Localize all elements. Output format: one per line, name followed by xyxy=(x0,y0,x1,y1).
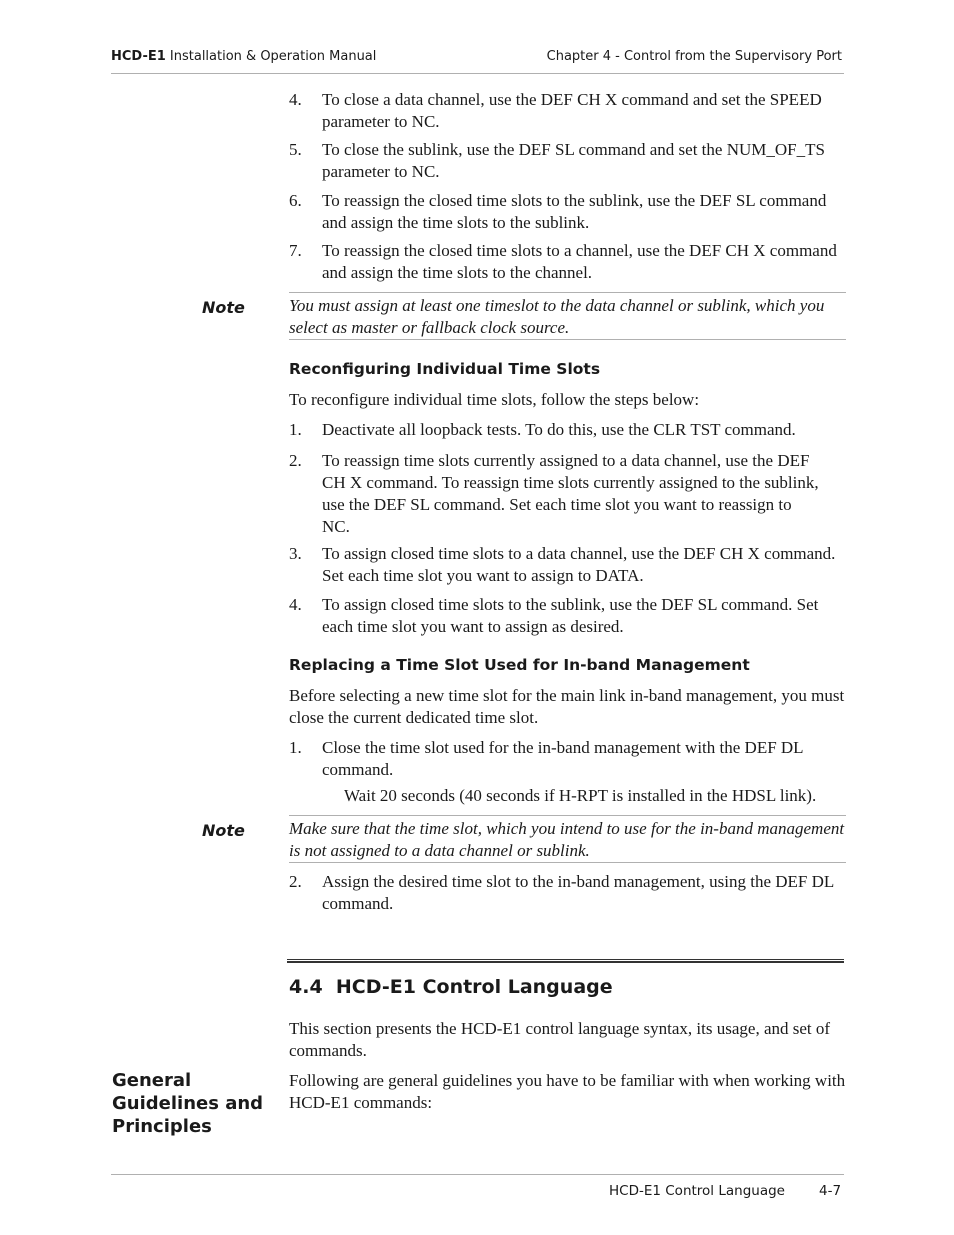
side-heading xyxy=(112,1069,263,1138)
footer-title: HCD-E1 Control Language xyxy=(609,1183,785,1199)
note-text: You must assign at least one timeslot to the data channel or sublink, which you select as master or fallback clock source. xyxy=(289,296,825,337)
list-item-number: 5. xyxy=(289,140,302,159)
section-rule-thin xyxy=(287,959,844,960)
running-header-chapter: Chapter 4 - Control from the Supervisory Port xyxy=(546,49,842,64)
running-header-manual xyxy=(111,49,376,64)
list-item-text: To assign closed time slots to the sublink, use the DEF SL command. Set each time slot you want to assign as desired. xyxy=(322,595,819,636)
list-item-number: 6. xyxy=(289,191,302,210)
list-item-number: 2. xyxy=(289,872,302,891)
note-bottom-rule xyxy=(289,339,846,340)
note-label: Note xyxy=(202,298,245,317)
list-item-text: To assign closed time slots to a data channel, use the DEF CH X command. Set each time slot you want to assign to DATA. xyxy=(322,544,836,585)
header-rule xyxy=(111,73,844,74)
section-intro: To reconfigure individual time slots, follow the steps below: xyxy=(289,390,700,409)
section-intro: This section presents the HCD-E1 control language syntax, its usage, and set of commands. xyxy=(289,1019,831,1060)
wait-instruction: Wait 20 seconds (40 seconds if H-RPT is installed in the HDSL link). xyxy=(344,786,817,805)
list-item-text: Assign the desired time slot to the in-band management, using the DEF DL command. xyxy=(322,872,834,913)
section-heading: Replacing a Time Slot Used for In-band Management xyxy=(289,656,750,674)
section-number: 4.4 xyxy=(289,976,323,998)
section-rule-thick xyxy=(287,961,844,963)
side-heading-line: Guidelines and xyxy=(112,1093,264,1114)
list-item-text: To reassign the closed time slots to a channel, use the DEF CH X command and assign the time slots to the channel. xyxy=(322,241,837,282)
header-manual-title: Installation & Operation Manual xyxy=(165,49,377,64)
section-intro: Before selecting a new time slot for the main link in-band management, you must close the current dedicated time slot. xyxy=(289,686,845,727)
list-item-number: 4. xyxy=(289,595,302,614)
section-title xyxy=(289,976,613,998)
note-top-rule xyxy=(289,815,846,816)
section-title-text: HCD-E1 Control Language xyxy=(335,976,613,998)
page-number: 4-7 xyxy=(819,1183,842,1199)
note-top-rule xyxy=(289,292,846,293)
list-item-number: 3. xyxy=(289,544,302,563)
footer-rule xyxy=(111,1174,844,1175)
list-item-number: 2. xyxy=(289,451,302,470)
list-item-number: 4. xyxy=(289,90,302,109)
list-item-text: To reassign the closed time slots to the sublink, use the DEF SL command and assign the time slots to the sublink. xyxy=(322,191,827,232)
note-label: Note xyxy=(202,821,245,840)
list-item-text: To reassign time slots currently assigned to a data channel, use the DEF CH X command. To reassign time slots currently assigned to the sublink, use the DEF SL command. Set each time slot you want to reassign to NC. xyxy=(322,451,819,536)
list-item-text: Deactivate all loopback tests. To do this, use the CLR TST command. xyxy=(322,420,796,439)
general-text: Following are general guidelines you have to be familiar with when working with HCD-E1 commands: xyxy=(289,1071,846,1112)
list-item-number: 1. xyxy=(289,420,302,439)
list-item-text: To close the sublink, use the DEF SL command and set the NUM_OF_TS parameter to NC. xyxy=(322,140,825,181)
side-heading-line: General xyxy=(112,1070,192,1091)
list-item-number: 1. xyxy=(289,738,302,757)
note-bottom-rule xyxy=(289,862,846,863)
note-text: Make sure that the time slot, which you intend to use for the in-band management is not assigned to a data channel or sublink. xyxy=(289,819,845,860)
list-item-text: Close the time slot used for the in-band management with the DEF DL command. xyxy=(322,738,803,779)
header-product: HCD-E1 xyxy=(111,49,166,64)
section-heading: Reconfiguring Individual Time Slots xyxy=(289,360,601,378)
side-heading-line: Principles xyxy=(112,1116,212,1137)
list-item-text: To close a data channel, use the DEF CH X command and set the SPEED parameter to NC. xyxy=(322,90,822,131)
list-item-number: 7. xyxy=(289,241,302,260)
